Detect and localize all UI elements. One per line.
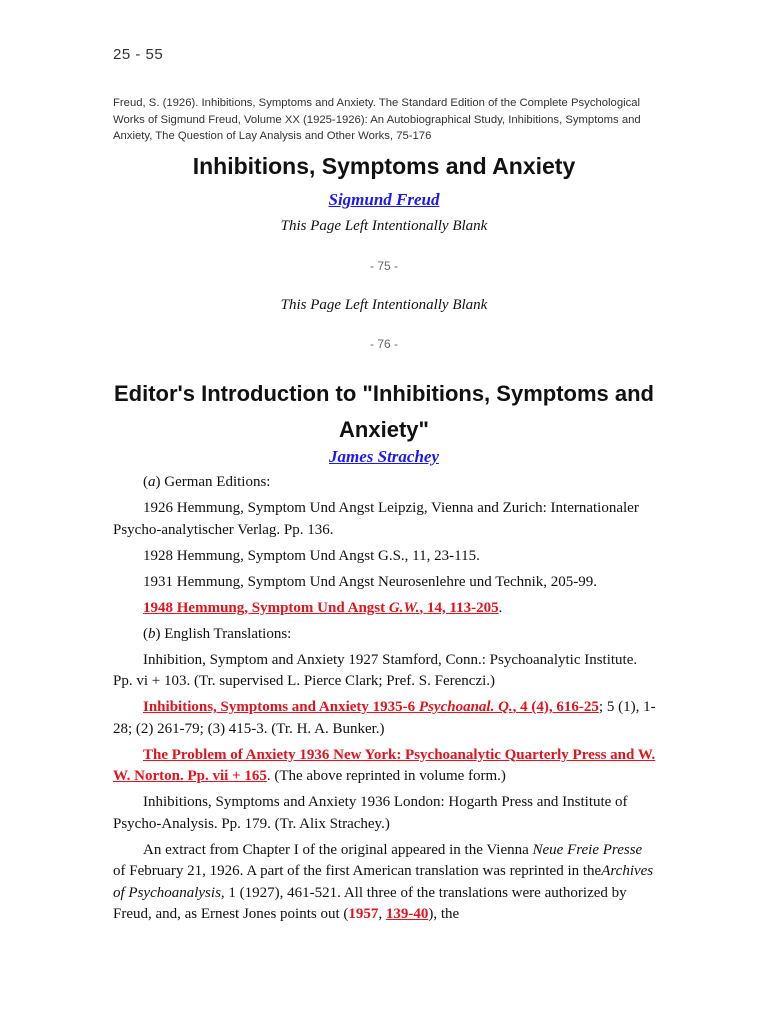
page-range: 25 - 55 [113,46,164,63]
paragraph: Inhibitions, Symptoms and Anxiety 1936 London: Hogarth Press and Institute of Psycho-Analysis. Pp. 179. (Tr. Alix Strachey.) [113,794,628,832]
reference-link-problem-of-anxiety[interactable]: The Problem of Anxiety 1936 New York: Psychoanalytic Quarterly Press and W. W. Norton. Pp. vii + 165 [113,746,656,784]
citation: Freud, S. (1926). Inhibitions, Symptoms and Anxiety. The Standard Edition of the Complete Psychological Works of Sigmund Freud, Volume XX (1925-1926): An Autobiographical Study, Inhibitions, Symptoms and Anxiety, The Question of Lay Analysis and Other Works, 75-176 [113,97,641,142]
body-text [113,472,658,930]
page-title: Inhibitions, Symptoms and Anxiety [192,153,576,179]
author-link[interactable]: Sigmund Freud [328,190,440,209]
paragraph: (a) German Editions: [143,474,271,490]
reference-link-139-40[interactable]: 139-40 [385,906,429,922]
paragraph: Inhibitions, Symptoms and Anxiety 1935-6 Psychoanal. Q., 4 (4), 616-25; 5 (1), 1-28; (2) 261-79; (3) 415-3. (Tr. H. A. Bunker.) [113,699,656,737]
author-line [0,190,768,210]
blank-page-note: This Page Left Intentionally Blank [280,297,488,313]
page-number: - 75 - [369,259,398,273]
section-author-line [0,447,768,467]
section-author-link[interactable]: James Strachey [328,447,440,466]
reference-link-psychoanal-q[interactable]: Inhibitions, Symptoms and Anxiety 1935-6 Psychoanal. Q., 4 (4), 616-25 [143,699,599,715]
section-title: Editor's Introduction to "Inhibitions, Symptoms and Anxiety" [114,381,654,442]
paragraph: Inhibition, Symptom and Anxiety 1927 Stamford, Conn.: Psychoanalytic Institute. Pp. vi + 103. (Tr. supervised L. Pierce Clark; Pref. S. Ferenczi.) [113,651,638,689]
paragraph: 1948 Hemmung, Symptom Und Angst G.W., 14, 113-205. [143,599,503,616]
paragraph: 1926 Hemmung, Symptom Und Angst Leipzig, Vienna and Zurich: Internationaler Psycho-analytischer Verlag. Pp. 136. [113,500,639,538]
paragraph: (b) English Translations: [143,625,292,642]
paragraph: 1931 Hemmung, Symptom Und Angst Neurosenlehre und Technik, 205-99. [143,573,598,590]
paragraph: The Problem of Anxiety 1936 New York: Psychoanalytic Quarterly Press and W. W. Norton. Pp. vii + 165. (The above reprinted in volume form.) [113,746,656,784]
blank-page-note: This Page Left Intentionally Blank [280,218,488,234]
paragraph: An extract from Chapter I of the original appeared in the Vienna Neue Freie Presse of February 21, 1926. A part of the first American translation was reprinted in theArchives of Psychoanalysis, 1 (1927), 461-521. All three of the translations were authorized by Freud, and, as Ernest Jones points out (1957, 139-40), the [113,841,654,922]
reference-link-gw[interactable]: 1948 Hemmung, Symptom Und Angst G.W., 14, 113-205 [143,599,499,616]
paragraph: 1928 Hemmung, Symptom Und Angst G.S., 11, 23-115. [143,547,480,564]
reference-link-1957[interactable]: 1957 [348,906,379,922]
page-number: - 76 - [369,337,398,351]
